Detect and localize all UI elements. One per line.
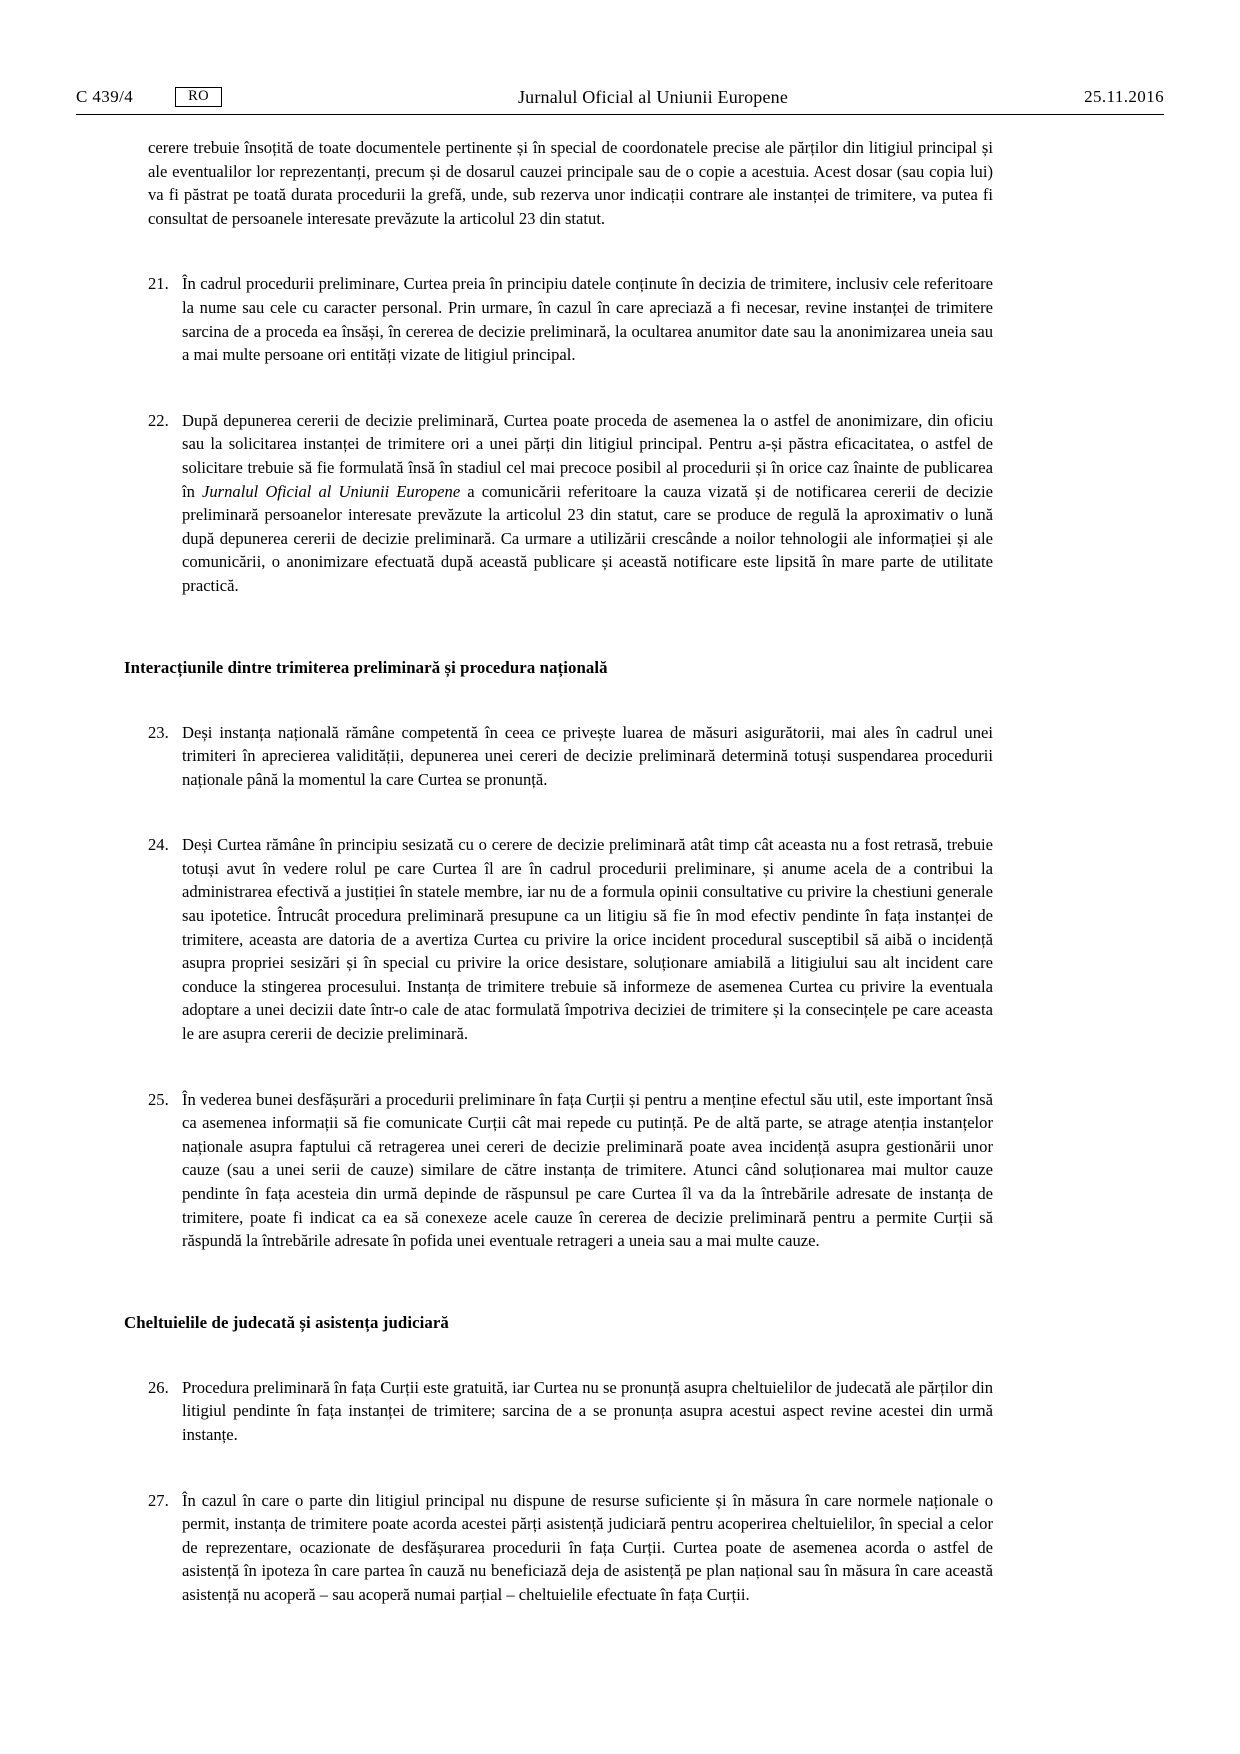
paragraph-text: Deși Curtea rămâne în principiu sesizată cu o cerere de decizie preliminară atât timp cât aceasta nu a fost retrasă, trebuie totuși avut în vedere rolul pe care Curtea îl are în cadrul procedurii preliminare, și anume acela de a contribui la administrarea efectivă a justiției în statele membre, iar nu de a formula opinii consultative cu privire la chestiuni generale sau ipotetice. Întrucât procedura preliminară presupune ca un litigiu să fie în mod efectiv pendinte în fața instanței de trimitere, aceasta are datoria de a avertiza Curtea cu privire la orice incident procedural susceptibil să aibă o incidență asupra propriei sesizări și în special cu privire la orice desistare, soluționare amiabilă a litigiului sau alt incident care conduce la stingerea procesului. Instanța de trimitere trebuie să informeze de asemenea Curtea cu privire la eventuala adoptare a unei decizii date într-o cale de atac formulată împotriva deciziei de trimitere și la consecințele pe care aceasta le are asupra cererii de decizie preliminară. xyxy=(182,835,993,1044)
paragraph-number: 27. xyxy=(148,1490,169,1510)
document-reference: C 439/4 xyxy=(76,87,134,106)
paragraph-number: 25. xyxy=(148,1089,169,1109)
paragraph-text-part1: După depunerea cererii de decizie preliminară, Curtea poate proceda de asemenea la o astfel de anonimizare, din oficiu sau la solicitarea instanței de trimitere ori a unei părți din litigiul principal. Pentru a-și păstra eficacitatea, o astfel de solicitare trebuie să fie formulată însă în stadiul cel mai precoce posibil al procedurii și în orice caz înainte de publicarea în xyxy=(182,410,993,501)
paragraph-text: În cazul în care o parte din litigiul principal nu dispune de resurse suficiente și în măsura în care normele naționale o permit, instanța de trimitere poate acorda acestei părți asistență judiciară pentru acoperirea cheltuielilor, în special a celor de reprezentare, ocazionate de desfășurarea procedurii în fața Curții. Curtea poate de asemenea acorda o astfel de asistență în ipoteza în care partea în cauză nu beneficiază deja de asistență pe plan național sau în măsura în care această asistență nu acoperă – sau acoperă numai parțial – cheltuielile efectuate în fața Curții. xyxy=(182,1490,993,1604)
page-header xyxy=(76,84,1164,110)
section-heading-interactions: Interacțiunile dintre trimiterea preliminară și procedura națională xyxy=(124,657,608,677)
paragraph-text xyxy=(182,409,993,598)
paragraph-text: Procedura preliminară în fața Curții este gratuită, iar Curtea nu se pronunță asupra cheltuielilor de judecată ale părților din litigiul pendinte în fața instanței de trimitere; sarcina de a se pronunța asupra acestui aspect revine acestei din urmă instanțe. xyxy=(182,1377,993,1444)
numbered-paragraph-21 xyxy=(148,272,993,366)
header-divider xyxy=(76,114,1164,115)
numbered-paragraph-23 xyxy=(148,721,993,792)
paragraph-text: Deși instanța națională rămâne competentă în ceea ce privește luarea de măsuri asigurătorii, mai ales în cadrul unei trimiteri în aprecierea validității, depunerea unei cereri de decizie preliminară determină totuși suspendarea procedurii naționale până la momentul la care Curtea se pronunță. xyxy=(182,722,993,789)
paragraph-text: În cadrul procedurii preliminare, Curtea preia în principiu datele conținute în decizia de trimitere, inclusiv cele referitoare la nume sau cele cu caracter personal. Prin urmare, în cazul în care apreciază a fi necesar, revine instanței de trimitere sarcina de a proceda ea însăși, în cererea de decizie preliminară, la ocultarea anumitor date sau la anonimizarea uneia sau a mai multe persoane ori entități vizate de litigiul principal. xyxy=(182,274,993,365)
numbered-paragraph-24 xyxy=(148,833,993,1045)
publication-date: 25.11.2016 xyxy=(1084,87,1164,106)
paragraph-number: 22. xyxy=(148,410,169,430)
journal-name-italic: Jurnalul Oficial al Uniunii Europene xyxy=(202,481,461,501)
paragraph-number: 26. xyxy=(148,1377,169,1397)
numbered-paragraph-25 xyxy=(148,1088,993,1253)
lead-paragraph: cerere trebuie însoțită de toate documentele pertinente și în special de coordonatele precise ale părților din litigiul principal și ale eventualilor lor reprezentanți, precum și de dosarul cauzei principale sau de o copie a acestuia. Acest dosar (sau copia lui) va fi păstrat pe toată durata procedurii la grefă, unde, sub rezerva unor indicații contrare ale instanței de trimitere, va putea fi consultat de persoanele interesate prevăzute la articolul 23 din statut. xyxy=(148,138,993,228)
language-code-badge: RO xyxy=(175,87,222,107)
document-body xyxy=(124,136,993,1607)
numbered-paragraph-22 xyxy=(148,409,993,598)
paragraph-number: 21. xyxy=(148,274,169,294)
numbered-paragraph-27 xyxy=(148,1489,993,1607)
numbered-paragraph-26 xyxy=(148,1376,993,1447)
section-heading-costs: Cheltuielile de judecată și asistența judiciară xyxy=(124,1312,449,1332)
journal-title: Jurnalul Oficial al Uniunii Europene xyxy=(517,86,789,107)
paragraph-text: În vederea bunei desfășurări a procedurii preliminare în fața Curții și pentru a menține efectul său util, este important însă ca asemenea informații să fie comunicate Curții cât mai repede cu putință. Pe de altă parte, se atrage atenția instanțelor naționale asupra faptului că retragerea unei cereri de decizie preliminară poate avea incidență asupra gestionării unor cauze (sau a unei serii de cauze) similare de către instanța de trimitere. Atunci când soluționarea mai multor cauze pendinte în fața acesteia din urmă depinde de răspunsul pe care Curtea îl va da la întrebările adresate de instanța de trimitere, poate fi indicat ca ea să conexeze acele cauze în cererea de decizie preliminară pentru a permite Curții să răspundă la întrebările adresate în pofida unei eventuale retrageri a uneia sau a mai multe cauze. xyxy=(182,1089,993,1251)
paragraph-number: 24. xyxy=(148,835,169,855)
paragraph-text-part2: a comunicării referitoare la cauza vizată și de notificarea cererii de decizie preliminară persoanelor interesate prevăzute la articolul 23 din statut, care se produce de regulă la aproximativ o lună după depunerea cererii de decizie preliminară. Ca urmare a utilizării crescânde a noilor tehnologii ale informației și ale comunicării, o anonimizare efectuată după această publicare și această notificare este lipsită în mare parte de utilitate practică. xyxy=(182,481,993,595)
paragraph-number: 23. xyxy=(148,722,169,742)
